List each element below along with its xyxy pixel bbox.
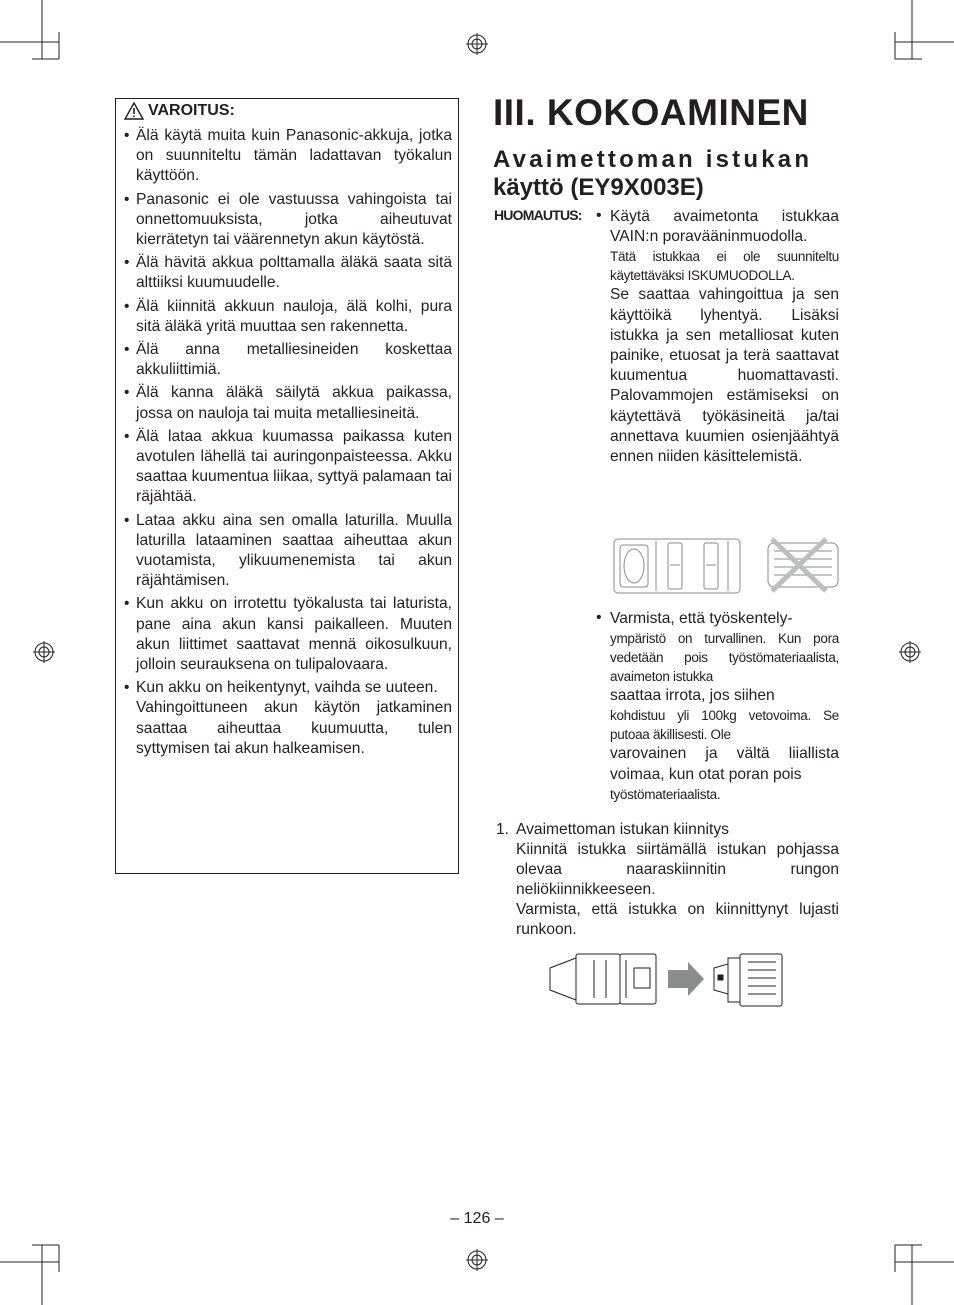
warning-item: • Kun akku on irrotettu työkalusta tai laturista, pane aina akun kansi paikalleen. Muuten akun liittimet saattavat mennä oikosulkuun, jolloin seurauksena on tulipalovaara. — [124, 594, 452, 675]
warning-triangle-icon — [124, 102, 144, 120]
warning-item: • Älä käytä muita kuin Panasonic-akkuja, jotka on suunniteltu tämän ladattavan työkalun käyttöön. — [124, 126, 452, 187]
registration-mark-top — [466, 33, 488, 55]
section-subtitle: Avaimettoman istukan käyttö (EY9X003E) — [493, 146, 813, 201]
note-bullet-2: • — [596, 609, 602, 626]
step-number: 1. — [496, 821, 510, 838]
warning-item: • Älä lataa akkua kuumassa paikassa kuten avotulen lähellä tai auringonpaisteessa. Akku saattaa kuumentua liikaa, syttyä palamaan tai räjähtää. — [124, 427, 452, 508]
note-bullet-1: • — [596, 207, 602, 224]
page-number: – 126 – — [450, 1210, 504, 1227]
step-text: Kiinnitä istukka siirtämällä istukan pohjassa olevaa naaraskiinnitin rungon neliökiinnikkeeseen. — [516, 841, 839, 898]
warning-list — [124, 126, 452, 762]
arrow-right-icon — [668, 962, 704, 996]
warning-header — [124, 102, 235, 120]
warning-item: • Älä kanna äläkä säilytä akkua paikassa, jossa on nauloja tai muita metalliesineitä. — [124, 383, 452, 423]
warning-item: • Älä anna metalliesineiden koskettaa akkuliittimiä. — [124, 340, 452, 380]
registration-mark-right — [899, 641, 921, 663]
warning-item: • Lataa akku aina sen omalla laturilla. Muulla laturilla lataaminen saattaa aiheuttaa akun vuotamista, ylikuumenemista tai akun räjähtämisen. — [124, 511, 452, 592]
warning-item-extra: Vahingoittuneen akun käytön jatkaminen saattaa aiheuttaa kuumuutta, tulen syttymisen tai akun halkeamisen. — [136, 699, 452, 757]
chuck-attach-figure — [546, 950, 786, 1008]
warning-item: • Älä hävitä akkua polttamalla äläkä saata sitä alttiiksi kuumuudelle. — [124, 253, 452, 293]
warning-item: • Panasonic ei ole vastuussa vahingoista tai onnettomuuksista, jotka aiheutuvat kierrätetyn tai väärennetyn akun käytöstä. — [124, 190, 452, 251]
section-title: III. KOKOAMINEN — [493, 92, 809, 133]
warning-title: VAROITUS: — [148, 102, 235, 119]
warning-box — [115, 98, 459, 874]
registration-mark-left — [33, 641, 55, 663]
note-text-2: Varmista, että työskentely- ympäristö on turvallinen. Kun pora vedetään pois työstömateriaalista, avaimeton istukka saattaa irrota, jos siihen kohdistuu yli 100kg vetovoima. Se putoaa äkillisesti. Ole varovainen ja vältä liiallista voimaa, kun otat poran pois työstömateriaalista. — [610, 610, 839, 802]
warning-item: • Kun akku on heikentynyt, vaihda se uuteen. Vahingoittuneen akun käytön jatkaminen saattaa aiheuttaa kuumuutta, tulen syttymisen tai akun halkeamisen. — [124, 678, 452, 759]
note-text-1: Käytä avaimetonta istukkaa VAIN:n poravääninmuodolla. Tätä istukkaa ei ole suunniteltu käytettäväksi ISKUMUODOLLA. Se saattaa vahingoittua ja sen käyttöikä lyhentyä. Lisäksi istukka ja sen metalliosat kuten painike, etuosat ja terä saattavat kuumentua huomattavasti. Palovammojen estämiseksi on käytettävä työkäsineitä ja/tai annettava kuumien osienjäähtyä ennen niiden käsittelemistä. — [610, 208, 839, 466]
step-text-2: Varmista, että istukka on kiinnittynyt lujasti runkoon. — [516, 901, 839, 938]
note-label: HUOMAUTUS: — [494, 207, 582, 223]
chuck-mode-figure — [612, 535, 842, 597]
step-title: Avaimettoman istukan kiinnitys — [516, 821, 729, 838]
warning-item: • Älä kiinnitä akkuun nauloja, älä kolhi, pura sitä äläkä yritä muuttaa sen rakennetta. — [124, 297, 452, 337]
registration-mark-bottom — [466, 1249, 488, 1271]
